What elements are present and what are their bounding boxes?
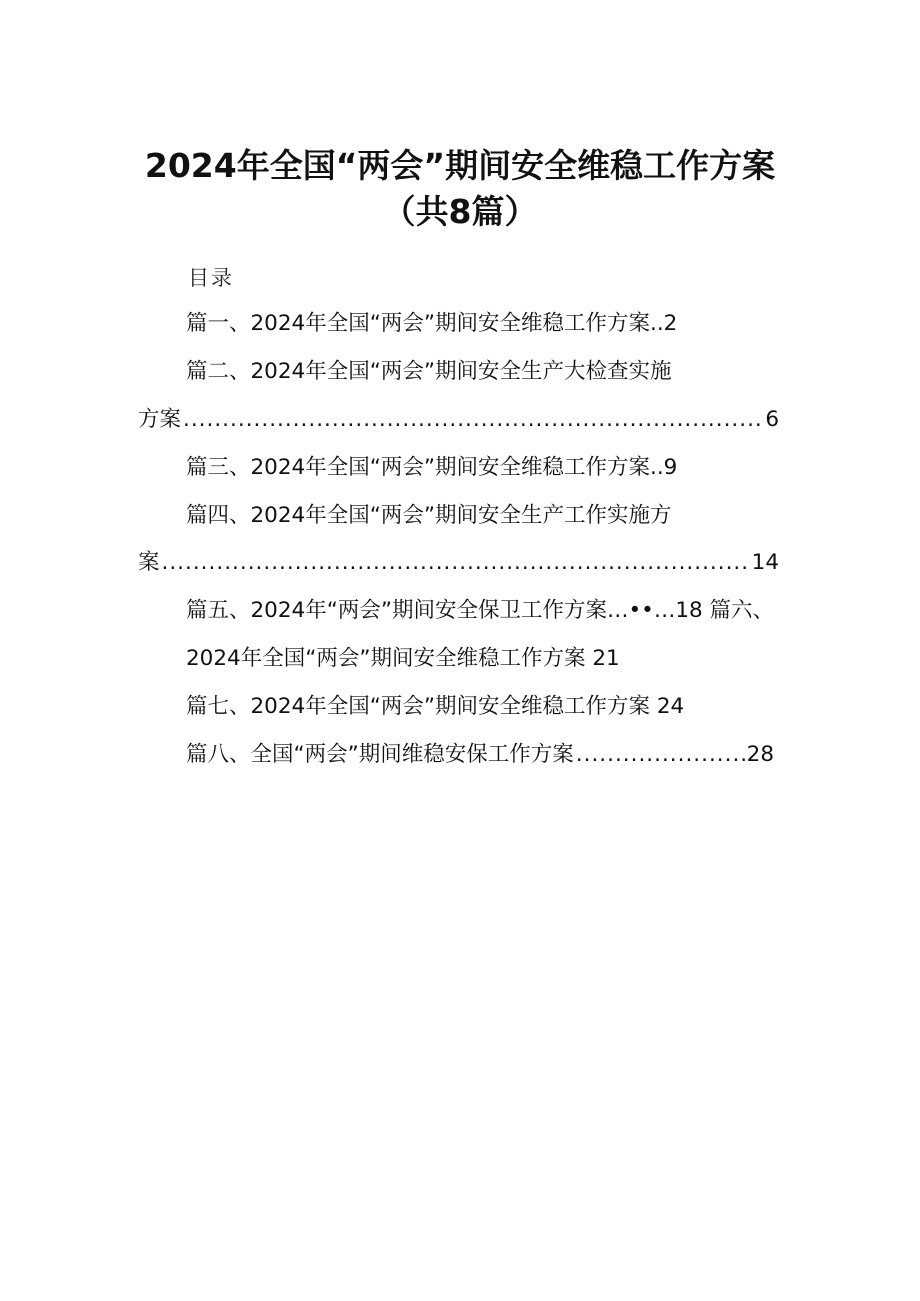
toc-entry-4-line1[interactable]: 篇四、2024年全国“两会”期间安全生产工作实施方 — [186, 503, 672, 528]
toc-entry-7[interactable]: 篇七、2024年全国“两会”期间安全维稳工作方案 24 — [186, 694, 685, 719]
document-title: 2024年全国“两会”期间安全维稳工作方案 — [144, 146, 776, 185]
toc-entry-4-page: 14 — [751, 550, 779, 575]
toc-leader-dots — [576, 740, 745, 770]
toc-entry-8-text: 篇八、全国“两会”期间维稳安保工作方案 — [186, 742, 574, 767]
toc-entry-2-line1[interactable]: 篇二、2024年全国“两会”期间安全生产大检查实施 — [186, 359, 672, 384]
toc-heading: 目录 — [188, 266, 234, 290]
toc-entry-2-page: 6 — [765, 407, 779, 432]
toc-entry-3[interactable]: 篇三、2024年全国“两会”期间安全维稳工作方案..9 — [186, 455, 678, 480]
toc-entry-2-line2[interactable] — [138, 405, 779, 435]
toc-entry-2-text: 方案 — [138, 407, 182, 432]
toc-entry-4-text: 案 — [138, 550, 160, 575]
toc-entry-8[interactable] — [186, 740, 774, 770]
toc-entry-1[interactable]: 篇一、2024年全国“两会”期间安全维稳工作方案..2 — [186, 311, 678, 336]
toc-entry-4-line2[interactable] — [138, 548, 779, 578]
toc-entry-5[interactable]: 篇五、2024年“两会”期间安全保卫工作方案…••…18 篇六、 — [186, 598, 775, 623]
toc-leader-dots — [183, 405, 763, 435]
toc-entry-8-page: 28 — [746, 742, 774, 767]
toc-entry-6[interactable]: 2024年全国“两会”期间安全维稳工作方案 21 — [186, 646, 620, 671]
toc-leader-dots — [162, 548, 750, 578]
document-subtitle: （共8篇） — [382, 192, 538, 231]
